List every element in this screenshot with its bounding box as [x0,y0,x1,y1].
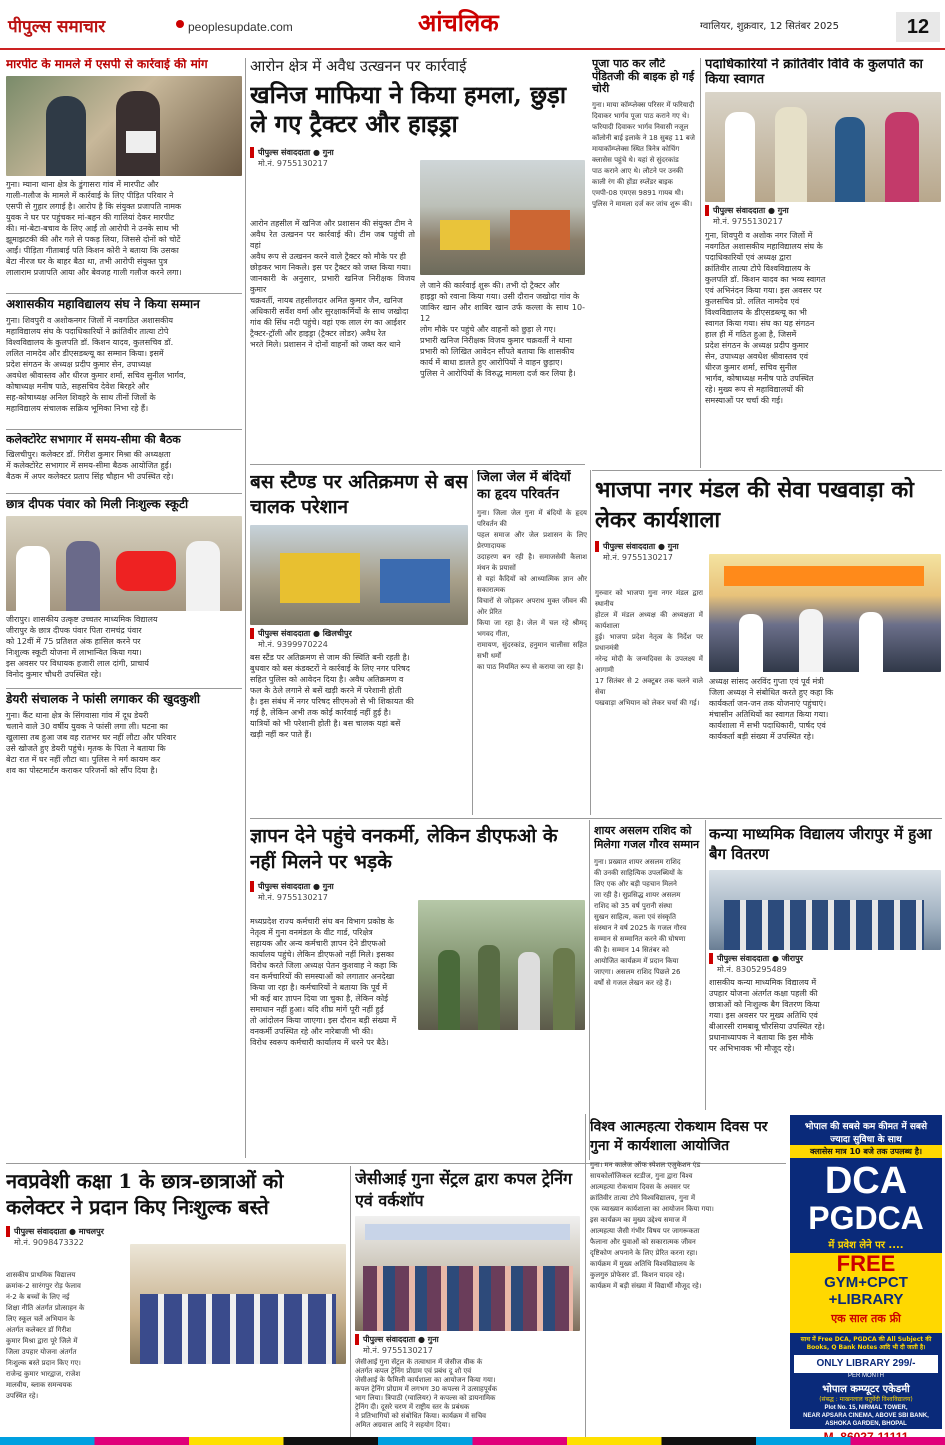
byline-s14: पीपुल्स संवाददाता ● माचलपुर [6,1226,124,1237]
ad-library: ONLY LIBRARY 299/- [794,1355,938,1373]
headline-s6: पूजा पाठ कर लौटे पंडितजी की बाइक हो गई चोरी [592,58,695,96]
column-rule [590,470,591,815]
mobile-s14: मो.नं. 9098473322 [14,1238,84,1247]
banner [724,566,924,586]
person-figure [478,945,500,1030]
story-s13: कन्या माध्यमिक विद्यालय जीरापुर में हुआ बैग वितरण पीपुल्स संवाददाता ● जीरापुर मो.नं. 8305295489 शासकीय कन्या माध्यमिक विद्यालय में उपहार योजना अंतर्गत कक्षा पहली की छात्राओं को निःशुल्क बैग वितरण किया गया। इस अवसर पर मुख्य अतिथि एवं बीआरसी रामबाबू चौरसिया उपस्थित रहे। प्रधानाध्यापक ने बताया कि इस मौके पर अभिभावक भी मौजूद रहे। [709,824,941,1112]
divider [6,293,242,294]
ad-admit: में प्रवेश लेने पर .... [828,1240,904,1251]
globe-icon [176,20,184,28]
headline-s16: विश्व आत्महत्या रोकथाम दिवस पर गुना में कार्यशाला आयोजित [590,1119,768,1154]
headline-s1: मारपीट के मामले में एसपी से कार्रवाई की मांग [6,58,208,71]
lead-body-b: ले जाने की कार्रवाई शुरू की। तभी दो ट्रैक्टर और हाइड्रा को रवाना किया गया। उसी दौरान जखोदा गांव के जाकिर खान और शाबिर खान उर्फ कल्ला के साथ 10-12 लोग मौके पर पहुंचे और वाहनों को छुड़ा ले गए। प्रभारी खनिज निरीक्षक विजय कुमार चक्रवर्ती ने थाना प्रभारी को लिखित आवेदन सौंपते बताया कि शासकीय कार्य में बाधा डालते हुए आरोपियों ने वाहन छुड़ाए। पुलिस ने आरोपियों के विरुद्ध मामला दर्ज कर लिया है। [420,281,585,378]
divider [6,429,242,430]
headline-s5: डेयरी संचालक ने फांसी लगाकर की खुदकुशी [6,692,201,707]
story-s12: शायर असलम राशिद को मिलेगा गजल गौरव सम्मान गुना। प्रख्यात शायर असलम राशिद की उनकी साहित्यिक उपलब्धियों के लिए एक और बड़ी पहचान मिलने जा रही है। सुप्रसिद्ध शायर असलम राशिद को 35 वर्ष पुरानी संस्था सुखन साहित्य, कला एवं संस्कृति संस्थान ने वर्ष 2025 के गजल गौरव सम्मान से सम्मानित करने की घोषणा की है। सम्मान 14 सितंबर को आयोजित कार्यक्रम में प्रदान किया जाएगा। असलम राशिद पिछले 26 वर्षों से गजल लेखन कर रहे हैं। [594,824,702,1159]
column-rule [472,470,473,815]
bus-icon [380,559,450,603]
mobile-s10: मो.नं. 9755130217 [603,553,673,563]
ad-academy: भोपाल कम्प्यूटर एकेडमी [822,1384,910,1395]
color-registration-bar [0,1437,945,1445]
headline-s4: छात्र दीपक पंवार को मिली निःशुल्क स्कूटी [6,497,189,512]
headline-s2: अशासकीय महाविद्यालय संघ ने किया सम्मान [6,296,200,311]
students-group [140,1294,336,1364]
lead-byline: पीपुल्स संवाददाता ● गुना [250,147,585,158]
ad-free: FREE [836,1251,896,1276]
story-s15: जेसीआई गुना सेंट्रल द्वारा कपल ट्रेनिंग एवं वर्कशॉप पीपुल्स संवाददाता ● गुना मो.नं. 9755130217 जेसीआई गुना सेंट्रल के तत्वाधान में जेसीज वीक के अंतर्गत कपल ट्रेनिंग प्रोग्राम एवं प्रबंध दू शो एवं जेसीआई के फैमिली कार्यशाला का आयोजन किया गया। कपल ट्रेनिंग प्रोग्राम में लगभग 30 कपल्स ने उत्साहपूर्वक भाग लिया। त्रिपाठी (ग्वालियर) ने कपल्स को डायनामिक ट्रेनिंग दी। दूसरे चरण में राष्ट्रीय स्तर के प्रबंधक ने प्रतिभागियों को संबोधित किया। कार्यक्रम में सचिव अमित अग्रवाल आदि ने सहयोग दिया। [355,1168,580,1438]
photo-s11 [418,900,585,1030]
section-title: आंचलिक [418,8,499,37]
ad-free4: एक साल तक फ्री [831,1312,901,1325]
photo-s4 [6,516,242,611]
person-figure [16,546,50,611]
body-s3: खिलचीपुर। कलेक्टर डॉ. गिरीश कुमार मिश्रा की अध्यक्षता में कलेक्टोरेट सभागार में समय-सीमा बैठक आयोजित हुई। बैठक में अपर कलेक्टर प्रताप सिंह चौहान भी उपस्थित रहे। [6,450,174,482]
dateline: ग्वालियर, शुक्रवार, 12 सितंबर 2025 [700,21,840,32]
masthead [0,0,945,50]
headline-s11: ज्ञापन देने पहुंचे वनकर्मी, लेकिन डीएफओ के नहीं मिलने पर भड़के [250,825,558,873]
headline-s7: पदाधिकारियों ने क्रांतिवीर विवि के कुलपति का किया स्वागत [705,58,923,87]
headline-s9: जिला जेल में बंदियों का हृदय परिवर्तन [477,470,571,502]
ad-fineprint: साथ में Free DCA, PGDCA की All Subject की Books, Q Bank Notes आदि भी दी जाती है। [800,1336,932,1351]
body-s5: गुना। कैंट थाना क्षेत्र के सिंगवासा गांव में दूध डेयरी चलाने वाले 30 वर्षीय युवक ने फांसी लगा ली। घटना का खुलासा तब हुआ जब वह रातभर घर नहीं लौटा और परिवार उसे खोजते हुए डेयरी पहुंचे। मृतक के पिता ने बताया कि बेटा रात में घर नहीं लौटा था। पुलिस ने मर्ग कायम कर शव का पोस्टमार्टम कराकर परिजनों को सौंप दिया है। [6,710,176,775]
body-s2: गुना। शिवपुरी व अशोकनगर जिलों में नवगठित अशासकीय महाविद्यालय संघ के पदाधिकारियों ने क्रांतिवीर तात्या टोपे विश्वविद्यालय के कुलपति डॉ. किशन यादव, कुलसचिव डॉ. ललित नामदेव और डीएसडब्ल्यू का सम्मान किया। इसमें प्रदेश संगठन के अध्यक्ष प्रदीप कुमार सेन, उपाध्यक्ष अवधेश श्रीवास्तव और धीरज कुमार शर्मा, सचिव सुनील भार्गव, कोषाध्यक्ष मनीष पाठे, सहसचिव देवेश बिरहरे और सह-कोषाध्यक्ष अनिल शिवहरे के साथ तीनों जिलों के महाविद्यालय संचालक सक्रिय भूमिका निभा रहे हैं। [6,315,186,413]
lead-kicker: आरोन क्षेत्र में अवैध उत्खनन पर कार्रवाई [250,58,467,75]
mobile-s11: मो.नं. 9755130217 [258,893,328,903]
byline-s13: पीपुल्स संवाददाता ● जीरापुर [709,953,941,964]
lead-body-a: आरोन तहसील में खनिज और प्रशासन की संयुक्त टीम ने अवैध रेत उत्खनन पर कार्रवाई की। टीम जब पहुंची तो वहां अवैध रूप से उत्खनन करने वाले ट्रैक्टर को मौके पर ही छोड़कर भाग निकले। इस पर ट्रैक्टर को जब्त किया गया। जानकारी के अनुसार, प्रभारी खनिज निरीक्षक विजय कुमार चक्रवर्ती, नायब तहसीलदार अमित कुमार जैन, खनिज अधिकारी सर्वेश वर्मा और सुरक्षाकर्मियों के साथ जखोदा गांव की सिंध नदी पहुंचे। वहां एक लाल रंग का आईशर ट्रैक्टर-ट्रॉली और हाइड्रा (ट्रैक्टर लोडर) अवैध रेत भरते मिले। प्रशासन ने दोनों वाहनों को जब्त कर थाने [250,219,415,349]
lead-mobile: मो.नं. 9755130217 [258,158,328,168]
photo-s1 [6,76,242,176]
story-s10: भाजपा नगर मंडल की सेवा पखवाड़ा को लेकर कार्यशाला पीपुल्स संवाददाता ● गुना मो.नं. 9755130217 गुरुवार को भाजपा गुना नगर मंडल द्वारा स्थानीय होटल में मंडल अध्यक्ष की अध्यक्षता में कार्यशाला हुई। भाजपा प्रदेश नेतृत्व के निर्देश पर प्रधानमंत्री नरेन्द्र मोदी के जन्मदिवस के उपलक्ष्य में आगामी 17 सितंबर से 2 अक्टूबर तक चलने वाले सेवा पखवाड़ा अभियान को लेकर चर्चा की गई। अध्यक्ष सांसद अरविंद गुप्ता एवं पूर्व मंत्री जिला अध्यक्ष ने संबोधित करते हुए कहा कि कार्यकर्ता जन-जन तक योजनाएं पहुंचाएं। मंचासीन अतिथियों का स्वागत किया गया। कार्यशाला में सभी पदाधिकारी, पार्षद एवं कार्यकर्ता बड़ी संख्या में उपस्थित रहे। [595,476,941,816]
headline-s8: बस स्टैण्ड पर अतिक्रमण से बस चालक परेशान [250,471,468,518]
byline-s11: पीपुल्स संवाददाता ● गुना [250,881,585,892]
headline-s14: नवप्रवेशी कक्षा 1 के छात्र-छात्राओं को कलेक्टर ने प्रदान किए निःशुल्क बस्ते [6,1169,284,1219]
column-rule [589,820,590,1160]
photo-s14 [130,1244,346,1364]
person-figure [739,614,763,672]
document-paper [126,131,156,153]
photo-s10 [709,554,941,672]
divider [250,464,585,465]
bus-icon [280,553,360,603]
headline-s13: कन्या माध्यमिक विद्यालय जीरापुर में हुआ बैग वितरण [709,825,932,864]
story-s8: बस स्टैण्ड पर अतिक्रमण से बस चालक परेशान पीपुल्स संवाददाता ● खिलचीपुर मो.नं. 9399970224 बस स्टैंड पर अतिक्रमण से जाम की स्थिति बनी रहती है। बुधवार को बस कंडक्टरों ने कार्रवाई के लिए नगर परिषद सहित पुलिस को आवेदन दिया है। अवैध अतिक्रमण व फल के ठेले लगाने से बसें खड़ी करने में परेशानी होती है। इस संबंध में नगर परिषद सीएमओ से भी शिकायत की गई है, लेकिन अभी तक कोई कार्रवाई नहीं हुई है। यात्रियों को भी परेशानी होती है। बस चालक यहां बसें खड़ी नहीं कर पाते हैं। [250,471,468,740]
column-rule [705,820,706,1110]
person-figure [518,952,540,1030]
person-figure [725,112,755,202]
body-s1: गुना। म्याना थाना क्षेत्र के डुंगासरा गांव में मारपीट और गाली-गलौज के मामले में कार्रवाई के लिए पीड़ित परिवार ने एसपी से गुहार लगाई है। आरोप है कि संयुक्त प्रजापति नामक युवक ने घर पर पहुंचकर मां-बहन की गालियां देकर मारपीट की। मां-बेटा-बचाव के लिए आईं तो आरोपी ने उनके साथ भी झूमाझटकी की और गले से पकड़ लिया, जिससे दोनों को चोटें आईं। पीड़िता गीताबाई पति किशन कोरी ने बताया कि उसका बेटा नीरज घर के बाहर बैठा था, तभी आरोपी संयुक्त पुत्र लालाराम प्रजापति आया और बेवजह गाली गलौज करने लगा। [6,179,182,277]
headline-s3: कलेक्टोरेट सभागार में समय-सीमा की बैठक [6,432,181,446]
students-group [724,900,924,950]
photo-s15 [355,1216,580,1331]
person-figure [799,609,823,672]
ad-affiliation: (संबद्ध : माखनलाल चतुर्वेदी विश्वविद्यालय) [819,1396,913,1403]
lead-headline: खनिज माफिया ने किया हमला, छुड़ा ले गए ट्रैक्टर और हाइड्रा [250,80,567,139]
person-figure [66,541,100,611]
photo-s13 [709,870,941,950]
ad-free2: GYM+CPCT [824,1274,908,1291]
left-column [6,58,242,1163]
story-s16: विश्व आत्महत्या रोकथाम दिवस पर गुना में कार्यशाला आयोजित गुना। मन कालेज ऑफ स्पेशल एजुकेशन एंड सायकोलॉजिकल स्टडीज, गुना द्वारा विश्व आत्महत्या रोकथाम दिवस के अवसर पर क्रांतिवीर तात्या टोपे विश्वविद्यालय, गुना में एक व्याख्यान कार्यशाला का आयोजन किया गया। इस कार्यक्रम का मुख्य उद्देश्य समाज में आत्महत्या जैसी गंभीर विषय पर जागरूकता फैलाना और युवाओं को सकारात्मक जीवन दृष्टिकोण अपनाने के लिए प्रेरित करना रहा। कार्यक्रम में मुख्य अतिथि विश्वविद्यालय के कुलगुरु प्रोफेसर डॉ. किशन यादव रहे। कार्यक्रम में बड़ी संख्या में विद्यार्थी मौजूद रहे। [590,1118,785,1438]
advertisement[interactable] [790,1115,942,1445]
divider [592,470,942,471]
tractor-icon [440,220,490,250]
story-s7: पदाधिकारियों ने क्रांतिवीर विवि के कुलपति का किया स्वागत पीपुल्स संवाददाता ● गुना मो.नं. 9755130217 गुना, शिवपुरी व अशोक नगर जिलों में नवगठित अशासकीय महाविद्यालय संघ के पदाधिकारियों एवं अध्यक्ष द्वारा क्रांतिवीर तात्या टोपे विश्वविद्यालय के कुलपति डॉ. किशन यादव का भव्य स्वागत एवं अभिनंदन किया गया। इस अवसर पर कुलसचिव प्रो. ललित नामदेव एवं विश्वविद्यालय के डीएसडब्ल्यू का भी स्वागत किया गया। संघ का यह संगठन हाल ही में गठित हुआ है, जिसमें प्रदेश संगठन के अध्यक्ष प्रदीप कुमार सेन, उपाध्यक्ष अवधेश श्रीवास्तव एवं धीरज कुमार शर्मा, सचिव सुनील भार्गव, कोषाध्यक्ष मनीष पाठे उपस्थित रहे। मुख्य रूप से महाविद्यालयों की समस्याओं पर चर्चा की गई। [705,58,941,468]
story-s6: पूजा पाठ कर लौटे पंडितजी की बाइक हो गई चोरी गुना। माया कॉम्प्लेक्स परिसर में फरियादी दिवाकर भार्गव पूजा पाठ कराने गए थे। फरियादी दिवाकर भार्गव निवासी नजूल कॉलोनी बाई इलाके ने 18 सुबह 11 बजे मायाकॉम्प्लेक्स स्थित त्रिनेत्र कोचिंग क्लासेस पहुंचे थे। यहां से सुंदरकांड पाठ कराने आए थे। लौटने पर उनकी काली रंग की होंडा स्प्लेंडर बाइक एमपी-08 एमएस 9891 गायब थी। पुलिस ने मामला दर्ज कर जांच शुरू की। [592,58,697,468]
person-figure [186,541,220,611]
ad-top-line: भोपाल की सबसे कम कीमत में सबसे ज्यादा सुविधा के साथ [804,1122,928,1145]
mobile-s15: मो.नं. 9755130217 [363,1346,433,1356]
person-figure [46,96,86,176]
byline-s15: पीपुल्स संवाददाता ● गुना [355,1334,580,1345]
ad-per-month: PER MONTH [848,1373,884,1379]
body-s4: जीरापुर। शासकीय उत्कृष्ट उच्चतर माध्यमिक विद्यालय जीरापुर के छात्र दीपक पंवार पिता रामचंद्र पंवार को 12वीं में 75 प्रतिशत अंक हासिल करने पर निःशुल्क स्कूटी योजना में लाभान्वित किया गया। इस अवसर पर विधायक हजारी लाल दांगी, प्राचार्य विनोद कुमार चौधरी उपस्थित रहे। [6,615,158,680]
photo-s7 [705,92,941,202]
ad-dca: DCA [824,1160,908,1202]
column-rule [585,1114,586,1444]
ad-offer: क्लासेस मात्र 10 बजे तक उपलब्ध है। [790,1145,942,1158]
headline-s10: भाजपा नगर मंडल की सेवा पखवाड़ा को लेकर कार्यशाला [595,477,914,533]
column-rule [700,58,701,468]
truck-icon [510,210,570,250]
person-figure [885,112,919,202]
column-rule [350,1166,351,1441]
ad-address3: ASHOKA GARDEN, BHOPAL [825,1421,907,1427]
ad-address1: Plot No. 15, NIRMAL TOWER, [824,1405,908,1411]
byline-s7: पीपुल्स संवाददाता ● गुना [705,205,941,216]
photo-lead [420,160,585,275]
story-s11: ज्ञापन देने पहुंचे वनकर्मी, लेकिन डीएफओ के नहीं मिलने पर भड़के पीपुल्स संवाददाता ● गुना मो.नं. 9755130217 मध्यप्रदेश राज्य कर्मचारी संघ बन विभाग प्रकोष्ठ के नेतृत्व में गुना वनमंडल के वीट गार्ड, परिक्षेत्र सहायक और अन्य कर्मचारी ज्ञापन देने डीएफओ कार्यालय पहुंचे। लेकिन डीएफओ नहीं मिले। इसका विरोध करते जिला अध्यक्ष पेतन कुशवाह ने कहा कि वन कर्मचारियों की समस्याओं को लगातार अनदेखा किया जा रहा है। कर्मचारियों ने बताया कि पूर्व में भी कई बार ज्ञापन दिया जा चुका है, लेकिन कोई समाधान नहीं हुआ। यदि शीघ्र मांगें पूरी नहीं हुईं तो आंदोलन किया जाएगा। इस दौरान बड़ी संख्या में वनकर्मी उपस्थित रहे और नारेबाजी भी की। विरोध स्वरूप कर्मचारी कार्यालय में धरने पर बैठे। [250,824,585,1159]
divider [6,688,242,689]
banner [365,1224,570,1240]
page-number: 12 [896,12,940,42]
byline-s8: पीपुल्स संवाददाता ● खिलचीपुर [250,628,468,639]
story-s9: जिला जेल में बंदियों का हृदय परिवर्तन गुना। जिला जेल गुना में बंदियों के हृदय परिवर्तन की पहल समाज और जेल प्रशासन के लिए प्रेरणादायक उदाहरण बन रही है। समाजसेवी कैलाश मंथन के प्रयासों से यहां कैदियों को आध्यात्मिक ज्ञान और सकारात्मक विचारों से जोड़कर अपराध मुक्त जीवन की ओर प्रेरित किया जा रहा है। जेल में चल रहे श्रीमद् भगवद गीता, रामायण, सुंदरकांड, हनुमान चालीसा सहित सभी धर्मों का पाठ नियमित रूप से कराया जा रहा है। [477,470,587,671]
mobile-s8: मो.नं. 9399970224 [258,640,328,650]
headline-s15: जेसीआई गुना सेंट्रल द्वारा कपल ट्रेनिंग एवं वर्कशॉप [355,1169,573,1210]
website-url[interactable]: peoplesupdate.com [188,20,293,34]
ad-pgdca: PGDCA [808,1200,924,1236]
person-figure [775,107,807,202]
person-figure [438,950,460,1030]
story-s14: नवप्रवेशी कक्षा 1 के छात्र-छात्राओं को कलेक्टर ने प्रदान किए निःशुल्क बस्ते पीपुल्स संवाददाता ● माचलपुर मो.नं. 9098473322 शासकीय प्राथमिक विद्यालय क्रमांक-2 सारंगपुर रोड़ फेलाव नं-2 के बच्चों के लिए नई शिक्षा नीति अंतर्गत प्रोत्साहन के लिए स्कूल चलें अभियान के अंतर्गत कलेक्टर डॉ गिरीश कुमार मिश्रा द्वारा पूरे जिले में जिला उपहार योजना अंतर्गत निःशुल्क बस्ते प्रदान किए गए। राजेन्द्र कुमार भारद्वाज, राजेश मालवीय, ब्लाक समन्वयक उपस्थित रहे। [6,1168,346,1438]
ad-address2: NEAR APSARA CINEMA, ABOVE SBI BANK, [803,1413,929,1419]
column-rule [245,58,246,1158]
person-figure [859,612,883,672]
photo-s8 [250,525,468,625]
headline-s12: शायर असलम राशिद को मिलेगा गजल गौरव सम्मान [594,824,700,852]
person-figure [835,117,865,202]
person-figure [553,948,575,1030]
ad-free3: +LIBRARY [828,1291,904,1308]
mobile-s13: मो.नं. 8305295489 [717,964,787,974]
participants-group [363,1266,573,1331]
divider [250,818,942,819]
divider [6,493,242,494]
byline-s10: पीपुल्स संवाददाता ● गुना [595,541,705,552]
scooty-image [116,551,176,591]
mobile-s7: मो.नं. 9755130217 [713,216,783,226]
newspaper-name: पीपुल्स समाचार [8,17,106,37]
